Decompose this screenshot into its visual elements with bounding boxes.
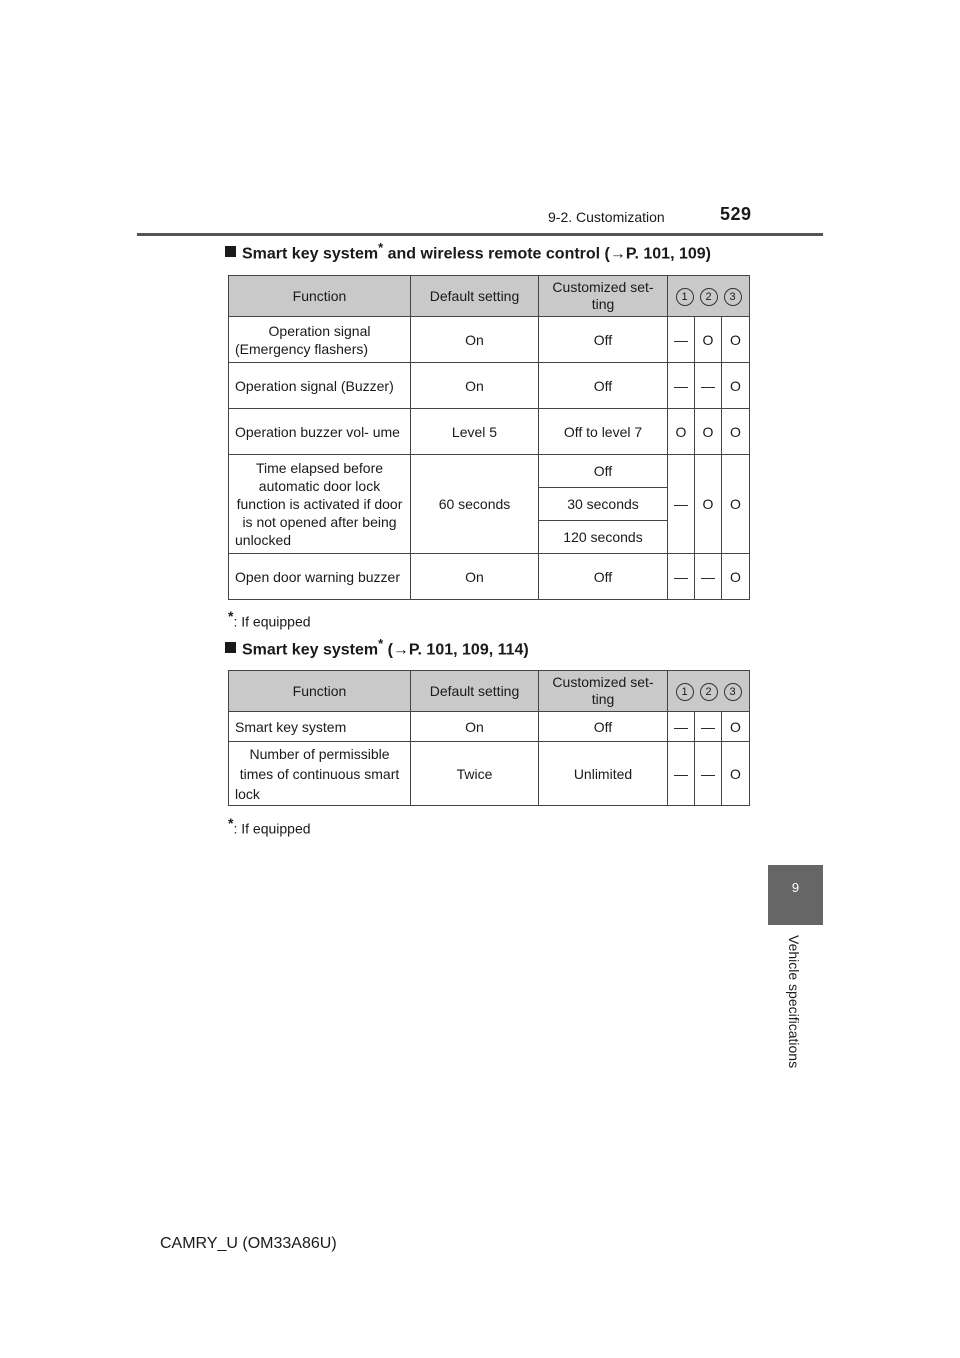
col-marks [668,671,750,712]
col-function: Function [229,671,411,712]
table-row: Number of permissible times of continuous smart lock Twice Unlimited — — O [229,742,750,806]
square-bullet-icon [225,246,236,257]
circle-1-icon: 1 [676,288,694,306]
table-header-row [229,671,750,712]
footnote-2: *: If equipped [228,815,311,837]
table-row: 30 seconds [229,488,750,521]
chapter-label: Vehicle specifications [786,935,802,1069]
page-number: 529 [720,204,752,224]
section-title: 9-2. Customization [548,209,665,225]
section2-heading: Smart key system* (→P. 101, 109, 114) [225,636,529,659]
col-custom: Customized set- ting [539,276,668,317]
table-row: Smart key system On Off — — O [229,712,750,742]
col-default: Default setting [411,276,539,317]
document-code: CAMRY_U (OM33A86U) [160,1235,337,1252]
table-row: Operation signal (Emergency flashers) On Off — O O [229,317,750,363]
table-row: Time elapsed before automatic door lock function is activated if door is not opened after being unlocked 60 seconds Off — O O [229,455,750,488]
table-row: 120 seconds [229,521,750,554]
section1-heading: Smart key system* and wireless remote control (→P. 101, 109) [225,240,711,263]
col-custom: Customized set- ting [539,671,668,712]
table-row: Open door warning buzzer On Off — — O [229,554,750,600]
col-function: Function [229,276,411,317]
settings-table-2 [228,670,750,806]
circle-3-icon: 3 [724,683,742,701]
col-marks [668,276,750,317]
square-bullet-icon [225,642,236,653]
settings-table-1 [228,275,750,600]
footnote-1: *: If equipped [228,608,311,630]
col-default: Default setting [411,671,539,712]
table-row: Operation buzzer vol- ume Level 5 Off to level 7 O O O [229,409,750,455]
circle-2-icon: 2 [700,683,718,701]
circle-2-icon: 2 [700,288,718,306]
circle-3-icon: 3 [724,288,742,306]
chapter-tab: 9 [768,865,823,925]
circle-1-icon: 1 [676,683,694,701]
header-rule [137,233,823,236]
table-row: Operation signal (Buzzer) On Off — — O [229,363,750,409]
table-header-row [229,276,750,317]
